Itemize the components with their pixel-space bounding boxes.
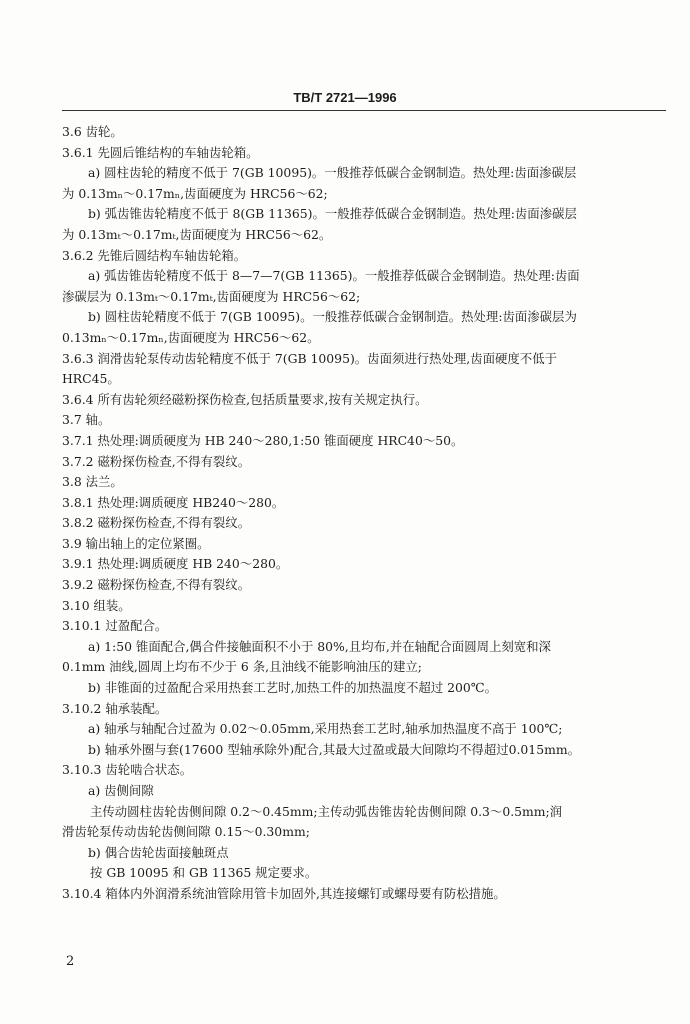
text-line: 3.6.4 所有齿轮须经磁粉探伤检查,包括质量要求,按有关规定执行。 (62, 391, 428, 407)
text-line: 3.6 齿轮。 (62, 124, 123, 139)
text-line: 渗碳层为 0.13mₜ～0.17mₜ,齿面硬度为 HRC56～62; (62, 288, 361, 304)
text-line: 主传动圆柱齿轮齿侧间隙 0.2～0.45mm;主传动弧齿锥齿轮齿侧间隙 0.3～0.5mm;润 (90, 803, 563, 819)
text-line: a) 弧齿锥齿轮精度不低于 8—7—7(GB 11365)。一般推荐低碳合金钢制造。热处理:齿面 (88, 268, 580, 284)
text-line: HRC45。 (62, 371, 120, 387)
text-line: b) 非锥面的过盈配合采用热套工艺时,加热工件的加热温度不超过 200℃。 (88, 680, 498, 696)
text-line: 为 0.13mₙ～0.17mₙ,齿面硬度为 HRC56～62; (62, 185, 328, 201)
text-line: 3.9 输出轴上的定位紧圈。 (62, 535, 210, 551)
text-line: 3.8.2 磁粉探伤检查,不得有裂纹。 (62, 515, 251, 531)
text-line: 3.10.4 箱体内外润滑系统油管除用管卡加固外,其连接螺钉或螺母要有防松措施。 (62, 885, 506, 901)
text-line: b) 偶合齿轮齿面接触斑点 (88, 844, 229, 860)
text-line: b) 圆柱齿轮精度不低于 7(GB 10095)。一般推荐低碳合金钢制造。热处理:齿面渗碳层为 (88, 309, 577, 325)
text-line: 按 GB 10095 和 GB 11365 规定要求。 (90, 865, 318, 881)
text-line: 3.10.2 轴承装配。 (62, 700, 168, 716)
text-line: 0.13mₙ～0.17mₙ,齿面硬度为 HRC56～62。 (62, 329, 320, 345)
text-line: 3.10.1 过盈配合。 (62, 618, 168, 634)
text-line: 3.6.3 润滑齿轮泵传动齿轮精度不低于 7(GB 10095)。齿面须进行热处理,齿面硬度不低于 (62, 350, 557, 366)
text-line: 3.8 法兰。 (62, 474, 123, 490)
text-line: 3.7.1 热处理:调质硬度为 HB 240～280,1:50 锥面硬度 HRC40～50。 (62, 432, 464, 448)
text-line: 3.9.1 热处理:调质硬度 HB 240～280。 (62, 556, 289, 572)
text-line: b) 弧齿锥齿轮精度不低于 8(GB 11365)。一般推荐低碳合金钢制造。热处理:齿面渗碳层 (88, 206, 577, 222)
text-line: 3.7 轴。 (62, 412, 111, 428)
text-line: a) 齿侧间隙 (88, 783, 154, 798)
body-text (62, 122, 666, 905)
text-line: 3.7.2 磁粉探伤检查,不得有裂纹。 (62, 453, 251, 469)
text-line: 滑齿轮泵传动齿轮齿侧间隙 0.15～0.30mm; (62, 824, 310, 840)
text-line: 3.6.1 先圆后锥结构的车轴齿轮箱。 (62, 144, 259, 160)
text-line: a) 1:50 锥面配合,偶合件接触面积不小于 80%,且均布,并在轴配合面圆周上刻宽和深 (88, 638, 551, 654)
text-line: 3.10.3 齿轮啮合状态。 (62, 762, 193, 778)
text-line: 为 0.13mₜ～0.17mₜ,齿面硬度为 HRC56～62。 (62, 226, 332, 242)
text-line: a) 圆柱齿轮的精度不低于 7(GB 10095)。一般推荐低碳合金钢制造。热处理:齿面渗碳层 (88, 165, 577, 181)
text-line: 3.10 组装。 (62, 597, 131, 613)
text-line: 3.8.1 热处理:调质硬度 HB240～280。 (62, 494, 285, 510)
text-line: 0.1mm 油线,圆周上均布不少于 6 条,且油线不能影响油压的建立; (62, 659, 422, 675)
page-number: 2 (66, 954, 75, 969)
text-line: 3.9.2 磁粉探伤检查,不得有裂纹。 (62, 577, 251, 593)
text-line: b) 轴承外圈与套(17600 型轴承除外)配合,其最大过盈或最大间隙均不得超过0.015mm。 (88, 741, 580, 757)
text-line: 3.6.2 先锥后圆结构车轴齿轮箱。 (62, 247, 247, 263)
text-line: a) 轴承与轴配合过盈为 0.02～0.05mm,采用热套工艺时,轴承加热温度不高于 100℃; (88, 721, 563, 737)
header-rule (62, 110, 666, 111)
page-header-standard-number: TB/T 2721—1996 (293, 90, 397, 105)
